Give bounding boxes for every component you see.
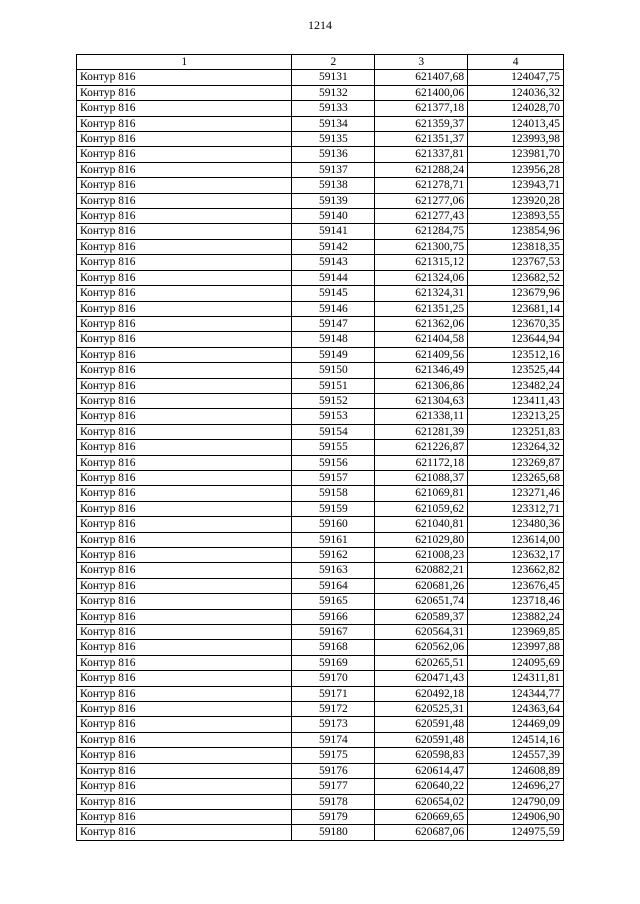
- point-number-cell: 59162: [292, 548, 375, 563]
- y-coordinate-cell: 123265,68: [468, 470, 564, 485]
- x-coordinate-cell: 621288,24: [375, 162, 468, 177]
- y-coordinate-cell: 124095,69: [468, 655, 564, 670]
- point-number-cell: 59139: [292, 193, 375, 208]
- x-coordinate-cell: 621351,37: [375, 132, 468, 147]
- table-row: [77, 501, 564, 516]
- x-coordinate-cell: 620562,06: [375, 640, 468, 655]
- table-row: [77, 809, 564, 824]
- contour-name-cell: Контур 816: [77, 671, 292, 686]
- y-coordinate-cell: 123681,14: [468, 301, 564, 316]
- table-row: [77, 347, 564, 362]
- point-number-cell: 59133: [292, 101, 375, 116]
- table-row: [77, 702, 564, 717]
- table-row: [77, 363, 564, 378]
- y-coordinate-cell: 123480,36: [468, 517, 564, 532]
- y-coordinate-cell: 123997,88: [468, 640, 564, 655]
- y-coordinate-cell: 124514,16: [468, 732, 564, 747]
- y-coordinate-cell: 124311,81: [468, 671, 564, 686]
- contour-name-cell: Контур 816: [77, 686, 292, 701]
- point-number-cell: 59135: [292, 132, 375, 147]
- y-coordinate-cell: 123882,24: [468, 609, 564, 624]
- x-coordinate-cell: 621059,62: [375, 501, 468, 516]
- point-number-cell: 59142: [292, 239, 375, 254]
- x-coordinate-cell: 621277,06: [375, 193, 468, 208]
- table-row: [77, 224, 564, 239]
- x-coordinate-cell: 620614,47: [375, 763, 468, 778]
- table-row: [77, 548, 564, 563]
- x-coordinate-cell: 621008,23: [375, 548, 468, 563]
- point-number-cell: 59163: [292, 563, 375, 578]
- table-row: [77, 162, 564, 177]
- table-row: [77, 640, 564, 655]
- column-header-2: 2: [292, 55, 375, 70]
- x-coordinate-cell: 620589,37: [375, 609, 468, 624]
- point-number-cell: 59134: [292, 116, 375, 131]
- contour-name-cell: Контур 816: [77, 702, 292, 717]
- coordinates-table: [76, 54, 564, 841]
- contour-name-cell: Контур 816: [77, 347, 292, 362]
- point-number-cell: 59178: [292, 794, 375, 809]
- contour-name-cell: Контур 816: [77, 455, 292, 470]
- point-number-cell: 59172: [292, 702, 375, 717]
- y-coordinate-cell: 123854,96: [468, 224, 564, 239]
- y-coordinate-cell: 123632,17: [468, 548, 564, 563]
- x-coordinate-cell: 621278,71: [375, 178, 468, 193]
- y-coordinate-cell: 123767,53: [468, 255, 564, 270]
- y-coordinate-cell: 124557,39: [468, 748, 564, 763]
- table-row: [77, 594, 564, 609]
- table-row: [77, 286, 564, 301]
- x-coordinate-cell: 620681,26: [375, 578, 468, 593]
- x-coordinate-cell: 621338,11: [375, 409, 468, 424]
- column-header-3: 3: [375, 55, 468, 70]
- point-number-cell: 59144: [292, 270, 375, 285]
- point-number-cell: 59179: [292, 809, 375, 824]
- y-coordinate-cell: 123662,82: [468, 563, 564, 578]
- table-row: [77, 393, 564, 408]
- contour-name-cell: Контур 816: [77, 470, 292, 485]
- x-coordinate-cell: 621324,06: [375, 270, 468, 285]
- contour-name-cell: Контур 816: [77, 101, 292, 116]
- table-row: [77, 625, 564, 640]
- contour-name-cell: Контур 816: [77, 532, 292, 547]
- point-number-cell: 59174: [292, 732, 375, 747]
- contour-name-cell: Контур 816: [77, 270, 292, 285]
- contour-name-cell: Контур 816: [77, 501, 292, 516]
- point-number-cell: 59145: [292, 286, 375, 301]
- table-row: [77, 717, 564, 732]
- contour-name-cell: Контур 816: [77, 563, 292, 578]
- x-coordinate-cell: 621324,31: [375, 286, 468, 301]
- point-number-cell: 59151: [292, 378, 375, 393]
- x-coordinate-cell: 621346,49: [375, 363, 468, 378]
- table-row: [77, 316, 564, 331]
- y-coordinate-cell: 123411,43: [468, 393, 564, 408]
- y-coordinate-cell: 123670,35: [468, 316, 564, 331]
- contour-name-cell: Контур 816: [77, 224, 292, 239]
- contour-name-cell: Контур 816: [77, 594, 292, 609]
- contour-name-cell: Контур 816: [77, 132, 292, 147]
- table-row: [77, 517, 564, 532]
- contour-name-cell: Контур 816: [77, 70, 292, 85]
- contour-name-cell: Контур 816: [77, 440, 292, 455]
- contour-name-cell: Контур 816: [77, 748, 292, 763]
- point-number-cell: 59141: [292, 224, 375, 239]
- contour-name-cell: Контур 816: [77, 732, 292, 747]
- y-coordinate-cell: 123213,25: [468, 409, 564, 424]
- y-coordinate-cell: 124906,90: [468, 809, 564, 824]
- table-row: [77, 440, 564, 455]
- x-coordinate-cell: 620591,48: [375, 717, 468, 732]
- contour-name-cell: Контур 816: [77, 717, 292, 732]
- y-coordinate-cell: 123525,44: [468, 363, 564, 378]
- point-number-cell: 59157: [292, 470, 375, 485]
- point-number-cell: 59171: [292, 686, 375, 701]
- x-coordinate-cell: 620598,83: [375, 748, 468, 763]
- contour-name-cell: Контур 816: [77, 486, 292, 501]
- y-coordinate-cell: 124344,77: [468, 686, 564, 701]
- point-number-cell: 59155: [292, 440, 375, 455]
- point-number-cell: 59132: [292, 85, 375, 100]
- point-number-cell: 59169: [292, 655, 375, 670]
- y-coordinate-cell: 124608,89: [468, 763, 564, 778]
- contour-name-cell: Контур 816: [77, 424, 292, 439]
- contour-name-cell: Контур 816: [77, 825, 292, 840]
- table-row: [77, 409, 564, 424]
- y-coordinate-cell: 124696,27: [468, 779, 564, 794]
- contour-name-cell: Контур 816: [77, 162, 292, 177]
- point-number-cell: 59131: [292, 70, 375, 85]
- point-number-cell: 59175: [292, 748, 375, 763]
- contour-name-cell: Контур 816: [77, 655, 292, 670]
- contour-name-cell: Контур 816: [77, 578, 292, 593]
- y-coordinate-cell: 123312,71: [468, 501, 564, 516]
- table-row: [77, 239, 564, 254]
- y-coordinate-cell: 123614,00: [468, 532, 564, 547]
- point-number-cell: 59180: [292, 825, 375, 840]
- table-row: [77, 116, 564, 131]
- column-header-1: 1: [77, 55, 292, 70]
- table-row: [77, 332, 564, 347]
- point-number-cell: 59148: [292, 332, 375, 347]
- contour-name-cell: Контур 816: [77, 255, 292, 270]
- y-coordinate-cell: 123679,96: [468, 286, 564, 301]
- x-coordinate-cell: 620882,21: [375, 563, 468, 578]
- x-coordinate-cell: 621088,37: [375, 470, 468, 485]
- point-number-cell: 59159: [292, 501, 375, 516]
- point-number-cell: 59176: [292, 763, 375, 778]
- point-number-cell: 59165: [292, 594, 375, 609]
- x-coordinate-cell: 621069,81: [375, 486, 468, 501]
- x-coordinate-cell: 621029,80: [375, 532, 468, 547]
- point-number-cell: 59152: [292, 393, 375, 408]
- table-row: [77, 578, 564, 593]
- point-number-cell: 59170: [292, 671, 375, 686]
- x-coordinate-cell: 620525,31: [375, 702, 468, 717]
- y-coordinate-cell: 123920,28: [468, 193, 564, 208]
- point-number-cell: 59173: [292, 717, 375, 732]
- table-row: [77, 794, 564, 809]
- y-coordinate-cell: 123818,35: [468, 239, 564, 254]
- y-coordinate-cell: 123993,98: [468, 132, 564, 147]
- contour-name-cell: Контур 816: [77, 409, 292, 424]
- contour-name-cell: Контур 816: [77, 393, 292, 408]
- table-row: [77, 470, 564, 485]
- contour-name-cell: Контур 816: [77, 763, 292, 778]
- point-number-cell: 59154: [292, 424, 375, 439]
- x-coordinate-cell: 620654,02: [375, 794, 468, 809]
- y-coordinate-cell: 124790,09: [468, 794, 564, 809]
- x-coordinate-cell: 620669,65: [375, 809, 468, 824]
- table-header-row: [77, 55, 564, 70]
- x-coordinate-cell: 621172,18: [375, 455, 468, 470]
- table-row: [77, 132, 564, 147]
- contour-name-cell: Контур 816: [77, 809, 292, 824]
- y-coordinate-cell: 123482,24: [468, 378, 564, 393]
- table-row: [77, 732, 564, 747]
- point-number-cell: 59146: [292, 301, 375, 316]
- contour-name-cell: Контур 816: [77, 193, 292, 208]
- x-coordinate-cell: 621040,81: [375, 517, 468, 532]
- table-row: [77, 301, 564, 316]
- contour-name-cell: Контур 816: [77, 116, 292, 131]
- x-coordinate-cell: 621337,81: [375, 147, 468, 162]
- point-number-cell: 59137: [292, 162, 375, 177]
- point-number-cell: 59153: [292, 409, 375, 424]
- x-coordinate-cell: 621359,37: [375, 116, 468, 131]
- contour-name-cell: Контур 816: [77, 239, 292, 254]
- point-number-cell: 59177: [292, 779, 375, 794]
- point-number-cell: 59166: [292, 609, 375, 624]
- table-row: [77, 209, 564, 224]
- x-coordinate-cell: 621281,39: [375, 424, 468, 439]
- x-coordinate-cell: 621377,18: [375, 101, 468, 116]
- y-coordinate-cell: 123269,87: [468, 455, 564, 470]
- point-number-cell: 59160: [292, 517, 375, 532]
- table-row: [77, 763, 564, 778]
- x-coordinate-cell: 621306,86: [375, 378, 468, 393]
- page-number: 1214: [308, 18, 332, 32]
- x-coordinate-cell: 620492,18: [375, 686, 468, 701]
- x-coordinate-cell: 621284,75: [375, 224, 468, 239]
- contour-name-cell: Контур 816: [77, 609, 292, 624]
- y-coordinate-cell: 124047,75: [468, 70, 564, 85]
- contour-name-cell: Контур 816: [77, 286, 292, 301]
- table-row: [77, 825, 564, 840]
- table-row: [77, 486, 564, 501]
- point-number-cell: 59168: [292, 640, 375, 655]
- x-coordinate-cell: 621400,06: [375, 85, 468, 100]
- table-row: [77, 563, 564, 578]
- x-coordinate-cell: 621226,87: [375, 440, 468, 455]
- x-coordinate-cell: 620687,06: [375, 825, 468, 840]
- table-row: [77, 193, 564, 208]
- contour-name-cell: Контур 816: [77, 378, 292, 393]
- table-row: [77, 779, 564, 794]
- table-row: [77, 655, 564, 670]
- y-coordinate-cell: 123271,46: [468, 486, 564, 501]
- point-number-cell: 59147: [292, 316, 375, 331]
- table-row: [77, 455, 564, 470]
- x-coordinate-cell: 621407,68: [375, 70, 468, 85]
- table-row: [77, 686, 564, 701]
- y-coordinate-cell: 123893,55: [468, 209, 564, 224]
- contour-name-cell: Контур 816: [77, 625, 292, 640]
- table-row: [77, 609, 564, 624]
- x-coordinate-cell: 621362,06: [375, 316, 468, 331]
- x-coordinate-cell: 621351,25: [375, 301, 468, 316]
- y-coordinate-cell: 123251,83: [468, 424, 564, 439]
- y-coordinate-cell: 124975,59: [468, 825, 564, 840]
- point-number-cell: 59138: [292, 178, 375, 193]
- y-coordinate-cell: 124363,64: [468, 702, 564, 717]
- point-number-cell: 59149: [292, 347, 375, 362]
- contour-name-cell: Контур 816: [77, 316, 292, 331]
- x-coordinate-cell: 620640,22: [375, 779, 468, 794]
- x-coordinate-cell: 621304,63: [375, 393, 468, 408]
- x-coordinate-cell: 621315,12: [375, 255, 468, 270]
- x-coordinate-cell: 621404,58: [375, 332, 468, 347]
- y-coordinate-cell: 124036,32: [468, 85, 564, 100]
- y-coordinate-cell: 123943,71: [468, 178, 564, 193]
- y-coordinate-cell: 123682,52: [468, 270, 564, 285]
- y-coordinate-cell: 124013,45: [468, 116, 564, 131]
- table-row: [77, 85, 564, 100]
- x-coordinate-cell: 621409,56: [375, 347, 468, 362]
- x-coordinate-cell: 621300,75: [375, 239, 468, 254]
- table-row: [77, 748, 564, 763]
- contour-name-cell: Контур 816: [77, 147, 292, 162]
- y-coordinate-cell: 123676,45: [468, 578, 564, 593]
- table-row: [77, 178, 564, 193]
- x-coordinate-cell: 620265,51: [375, 655, 468, 670]
- table-row: [77, 532, 564, 547]
- table-row: [77, 255, 564, 270]
- point-number-cell: 59140: [292, 209, 375, 224]
- contour-name-cell: Контур 816: [77, 548, 292, 563]
- table-row: [77, 270, 564, 285]
- y-coordinate-cell: 123512,16: [468, 347, 564, 362]
- contour-name-cell: Контур 816: [77, 640, 292, 655]
- x-coordinate-cell: 621277,43: [375, 209, 468, 224]
- point-number-cell: 59136: [292, 147, 375, 162]
- contour-name-cell: Контур 816: [77, 85, 292, 100]
- point-number-cell: 59156: [292, 455, 375, 470]
- point-number-cell: 59164: [292, 578, 375, 593]
- table-row: [77, 147, 564, 162]
- table-row: [77, 424, 564, 439]
- y-coordinate-cell: 123956,28: [468, 162, 564, 177]
- contour-name-cell: Контур 816: [77, 517, 292, 532]
- table-row: [77, 101, 564, 116]
- point-number-cell: 59143: [292, 255, 375, 270]
- table-row: [77, 70, 564, 85]
- point-number-cell: 59161: [292, 532, 375, 547]
- y-coordinate-cell: 123969,85: [468, 625, 564, 640]
- contour-name-cell: Контур 816: [77, 178, 292, 193]
- contour-name-cell: Контур 816: [77, 794, 292, 809]
- x-coordinate-cell: 620591,48: [375, 732, 468, 747]
- point-number-cell: 59158: [292, 486, 375, 501]
- y-coordinate-cell: 124469,09: [468, 717, 564, 732]
- table-body: [77, 70, 564, 840]
- y-coordinate-cell: 123264,32: [468, 440, 564, 455]
- contour-name-cell: Контур 816: [77, 363, 292, 378]
- point-number-cell: 59167: [292, 625, 375, 640]
- contour-name-cell: Контур 816: [77, 332, 292, 347]
- column-header-4: 4: [468, 55, 564, 70]
- x-coordinate-cell: 620564,31: [375, 625, 468, 640]
- x-coordinate-cell: 620471,43: [375, 671, 468, 686]
- contour-name-cell: Контур 816: [77, 209, 292, 224]
- table-row: [77, 378, 564, 393]
- y-coordinate-cell: 123981,70: [468, 147, 564, 162]
- y-coordinate-cell: 124028,70: [468, 101, 564, 116]
- point-number-cell: 59150: [292, 363, 375, 378]
- contour-name-cell: Контур 816: [77, 779, 292, 794]
- y-coordinate-cell: 123718,46: [468, 594, 564, 609]
- contour-name-cell: Контур 816: [77, 301, 292, 316]
- y-coordinate-cell: 123644,94: [468, 332, 564, 347]
- table-row: [77, 671, 564, 686]
- x-coordinate-cell: 620651,74: [375, 594, 468, 609]
